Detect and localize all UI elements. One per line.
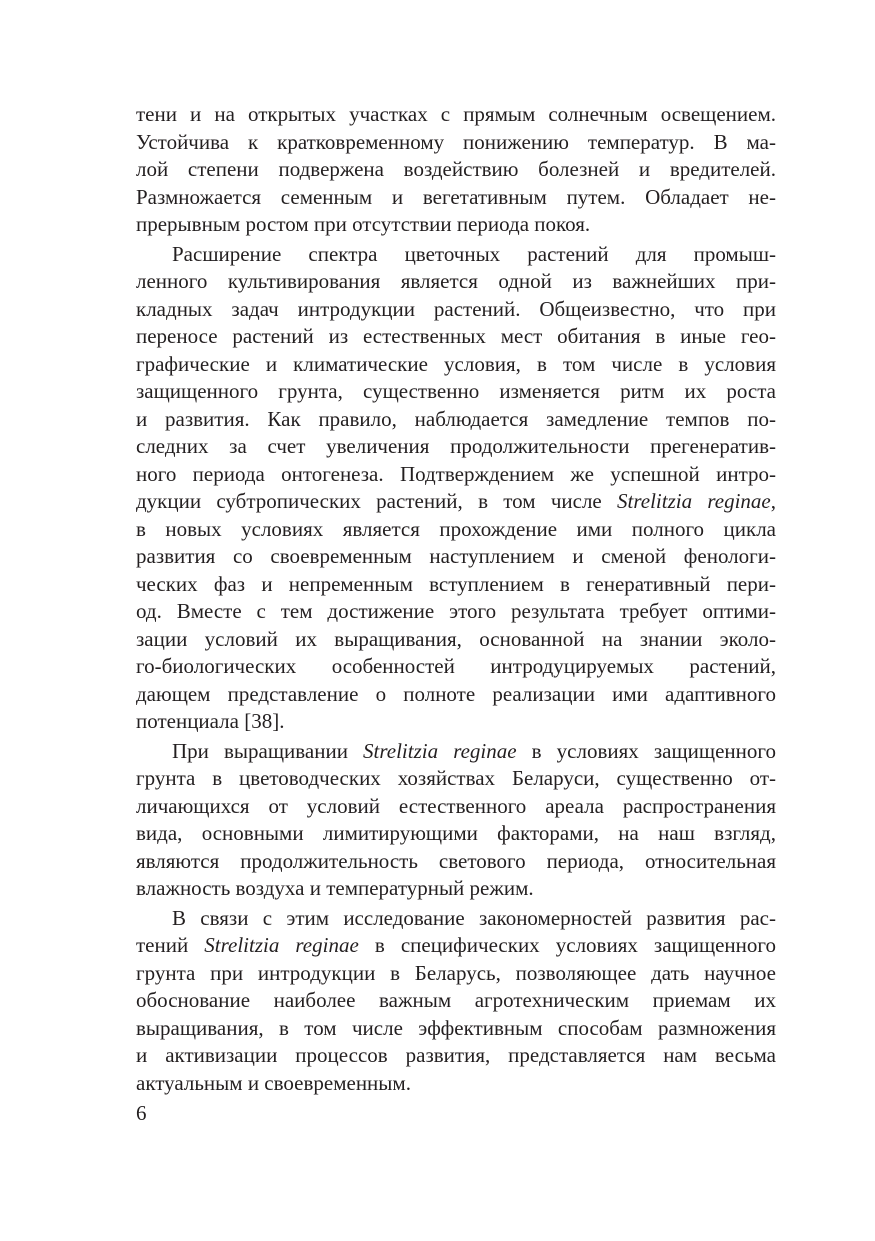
text-line [136, 1042, 776, 1070]
text-run: потенциала [38]. [136, 709, 285, 733]
text-line [136, 129, 776, 157]
text-line [136, 296, 776, 324]
text-line [136, 211, 776, 239]
text-run: переносе растений из естественных мест обитания в иные гео- [136, 324, 776, 348]
italic-species-name: Strelitzia reginae [617, 489, 771, 513]
text-line [136, 905, 776, 933]
paragraph [136, 101, 776, 239]
text-run: грунта в цветоводческих хозяйствах Беларуси, существенно от- [136, 766, 776, 790]
text-line [136, 433, 776, 461]
text-run: тени и на открытых участках с прямым солнечным освещением. [136, 102, 776, 126]
paragraph [136, 905, 776, 1098]
text-line [136, 184, 776, 212]
text-line [136, 406, 776, 434]
body-text [136, 101, 776, 1097]
text-run: и активизации процессов развития, представляется нам весьма [136, 1043, 776, 1067]
text-line [136, 268, 776, 296]
text-run: в специфических условиях защищенного [358, 933, 777, 957]
text-run: следних за счет увеличения продолжительности прегенератив- [136, 434, 776, 458]
italic-species-name: Strelitzia reginae [204, 933, 359, 957]
text-run: защищенного грунта, существенно изменяется ритм их роста [136, 379, 776, 403]
text-line [136, 932, 776, 960]
text-line [136, 765, 776, 793]
text-line [136, 461, 776, 489]
text-line [136, 681, 776, 709]
text-run: Устойчива к кратковременному понижению температур. В ма- [136, 129, 776, 154]
text-line [136, 101, 776, 129]
text-line [136, 987, 776, 1015]
text-line [136, 793, 776, 821]
text-run: При выращивании [172, 738, 364, 763]
text-run: Размножается семенным и вегетативным путем. Обладает не- [136, 184, 776, 209]
text-line [136, 1070, 776, 1098]
text-run: го-биологических особенностей интродуцируемых растений, [136, 654, 776, 678]
text-line [136, 598, 776, 626]
text-line [136, 875, 776, 903]
text-line [136, 1015, 776, 1043]
text-run: ного периода онтогенеза. Подтверждением же успешной интро- [136, 461, 776, 486]
text-run: обоснование наиболее важным агротехническим приемам их [136, 988, 776, 1012]
text-line [136, 241, 776, 269]
text-run: тений [136, 933, 205, 957]
paragraph [136, 241, 776, 736]
text-line [136, 960, 776, 988]
text-run: од. Вместе с тем достижение этого результата требует оптими- [136, 599, 776, 623]
text-line [136, 708, 776, 736]
text-run: дающем представление о полноте реализации ими адаптивного [136, 681, 776, 706]
text-run: зации условий их выращивания, основанной на знании эколо- [136, 626, 776, 651]
text-run: в новых условиях является прохождение ими полного цикла [136, 516, 776, 541]
text-run: ленного культивирования является одной из важнейших при- [136, 269, 776, 293]
text-line [136, 848, 776, 876]
text-line [136, 488, 776, 516]
text-run: лой степени подвержена воздействию болезней и вредителей. [136, 157, 776, 181]
text-run: развития со своевременным наступлением и сменой фенологи- [136, 544, 776, 568]
text-run: кладных задач интродукции растений. Общеизвестно, что при [136, 296, 776, 321]
text-run: вида, основными лимитирующими факторами, на наш взгляд, [136, 821, 776, 845]
page-number: 6 [136, 1101, 147, 1125]
text-line [136, 516, 776, 544]
text-run: в условиях защищенного [516, 738, 776, 763]
text-run: личающихся от условий естественного ареала распространения [136, 793, 776, 818]
text-run: графические и климатические условия, в том числе в условия [136, 351, 776, 376]
text-run: являются продолжительность светового периода, относительная [136, 848, 776, 873]
text-line [136, 738, 776, 766]
text-line [136, 156, 776, 184]
text-run: В связи с этим исследование закономерностей развития рас- [172, 905, 776, 930]
text-line [136, 351, 776, 379]
italic-species-name: Strelitzia reginae [363, 738, 517, 763]
text-run: Расширение спектра цветочных растений для промыш- [172, 241, 776, 266]
text-run: , [770, 489, 776, 513]
text-line [136, 543, 776, 571]
text-run: ческих фаз и непременным вступлением в генеративный пери- [136, 571, 776, 596]
text-line [136, 626, 776, 654]
text-line [136, 323, 776, 351]
text-run: грунта при интродукции в Беларусь, позволяющее дать научное [136, 960, 776, 985]
text-run: и развития. Как правило, наблюдается замедление темпов по- [136, 406, 776, 431]
text-run: актуальным и своевременным. [136, 1070, 411, 1095]
text-run: дукции субтропических растений, в том числе [136, 489, 618, 513]
text-line [136, 820, 776, 848]
text-line [136, 653, 776, 681]
text-run: влажность воздуха и температурный режим. [136, 876, 534, 900]
text-line [136, 571, 776, 599]
text-run: прерывным ростом при отсутствии периода покоя. [136, 212, 591, 236]
paragraph [136, 738, 776, 903]
text-line [136, 378, 776, 406]
text-run: выращивания, в том числе эффективным способам размножения [136, 1015, 776, 1040]
